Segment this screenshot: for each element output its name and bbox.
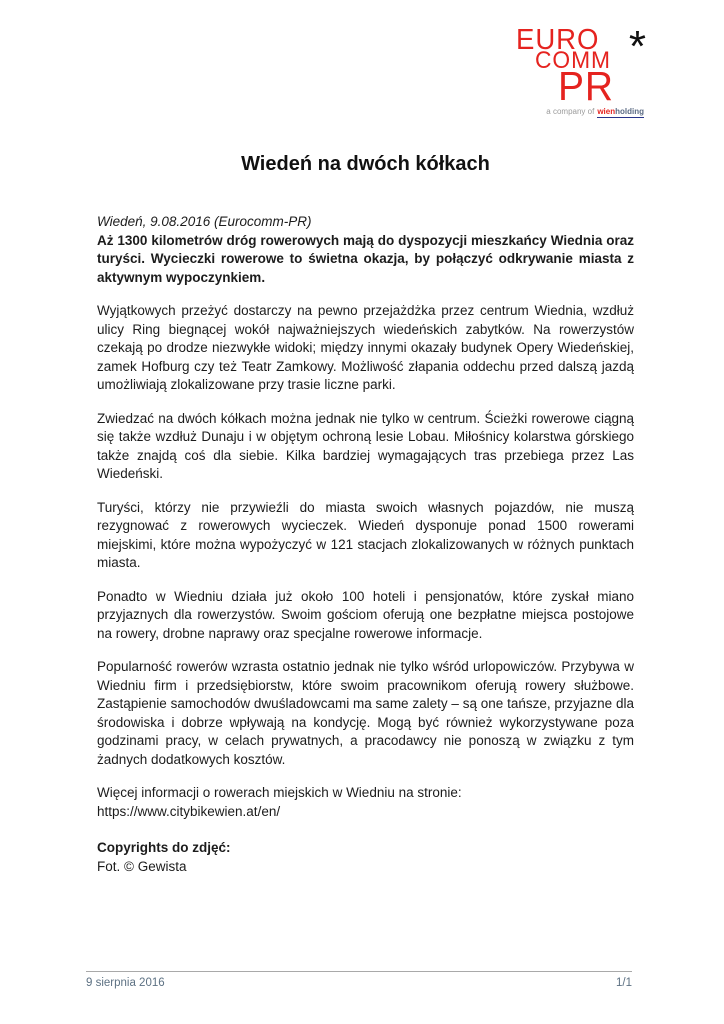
citybike-link[interactable]: https://www.citybikewien.at/en/ — [97, 803, 281, 819]
logo-tagline-prefix: a company of — [546, 107, 595, 116]
logo-word-pr: PR — [558, 63, 615, 109]
footer-date: 9 sierpnia 2016 — [86, 977, 165, 989]
press-release-body — [97, 152, 634, 876]
more-info-label: Więcej informacji o rowerach miejskich w Wiedniu na stronie: — [97, 785, 462, 800]
dateline: Wiedeń, 9.08.2016 (Eurocomm-PR) — [97, 214, 312, 229]
body-paragraph: Turyści, którzy nie przywieźli do miasta swoich własnych pojazdów, nie muszą rezygnować z rowerowych wycieczek. Wiedeń dysponuje ponad 1500 rowerami miejskimi, które można wypożyczyć w 121 stacjach zlokalizowanych w różnych punktach miasta. — [97, 499, 634, 570]
body-paragraph: Zwiedzać na dwóch kółkach można jednak nie tylko w centrum. Ścieżki rowerowe ciągną się także wzdłuż Dunaju i w objętym ochroną lesie Lobau. Miłośnicy kolarstwa górskiego także znajdą coś dla siebie. Kilka bardziej wymagających tras przebiega przez Las Wiedeński. — [97, 410, 634, 481]
more-info-link-line — [97, 803, 634, 822]
asterisk-icon: * — [628, 22, 646, 71]
logo-word-comm: COMM — [535, 47, 611, 74]
footer-page-number: 1/1 — [616, 977, 632, 989]
lead-paragraph: Aż 1300 kilometrów dróg rowerowych mają do dyspozycji mieszkańcy Wiednia oraz turyści. Wycieczki rowerowe to świetna okazja, by połączyć odkrywanie miasta z aktywnym wypoczynkiem. — [97, 232, 634, 285]
page-title: Wiedeń na dwóch kółkach — [241, 153, 490, 175]
logo-word-euro: EURO — [516, 24, 600, 56]
wienholding-wordmark — [597, 107, 644, 118]
wienholding-wordmark-holding: holding — [615, 107, 644, 116]
page-footer — [86, 971, 632, 989]
logo-tagline — [546, 107, 644, 117]
wienholding-wordmark-wien: wien — [597, 107, 616, 116]
eurocomm-pr-logo — [514, 22, 646, 116]
copyright-credit: Fot. © Gewista — [97, 858, 187, 874]
body-paragraph: Popularność rowerów wzrasta ostatnio jednak nie tylko wśród urlopowiczów. Przybywa w Wiedniu firm i przedsiębiorstw, które swoim pracownikom oferują rowery służbowe. Zastąpienie samochodów dwuśladowcami ma same zalety – są one tańsze, przyjazne dla środowiska i dobrze wpływają na kondycję. Mogą być również wykorzystywane poza godzinami pracy, w celach prywatnych, a pracodawcy nie ponoszą w związku z tym żadnych dodatkowych kosztów. — [97, 659, 634, 767]
copyright-heading: Copyrights do zdjęć: — [97, 840, 231, 855]
body-paragraph: Ponadto w Wiedniu działa już około 100 hoteli i pensjonatów, które zyskał miano przyjaznych dla rowerzystów. Swoim gościom oferują one bezpłatne miejsca postojowe na rowery, drobne naprawy oraz specjalne rowerowe informacje. — [97, 588, 634, 641]
body-paragraph: Wyjątkowych przeżyć dostarczy na pewno przejażdżka przez centrum Wiednia, wzdłuż ulicy Ring biegnącej wokół najważniejszych wiedeńskich zabytków. Na rowerzystów czekają po drodze niezwykłe widoki; między innymi okazały budynek Opery Wiedeńskiej, zamek Hofburg czy też Teatr Zamkowy. Możliwość złapania oddechu przed dalszą jazdą umożliwiają zlokalizowane przy trasie liczne parki. — [97, 303, 634, 392]
